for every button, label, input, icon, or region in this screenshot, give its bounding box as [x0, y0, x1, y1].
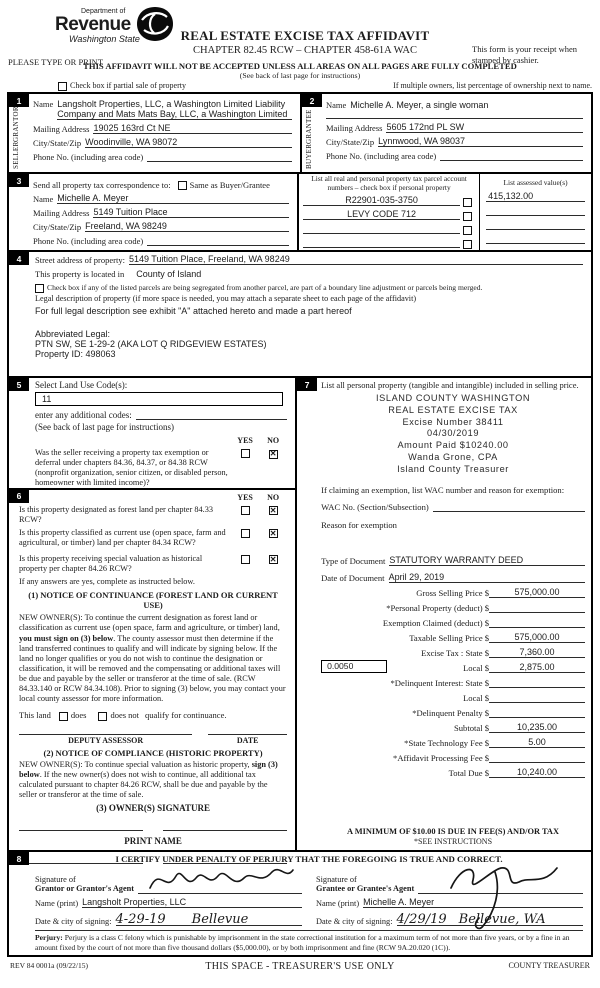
grantee-city-handwriting: Bellevue, WA [458, 912, 546, 927]
same-as-buyer-checkbox[interactable] [178, 181, 187, 190]
does-label: does [70, 710, 87, 721]
grantee-date-city-field[interactable] [396, 912, 583, 927]
gross-price-field[interactable]: 575,000.00 [489, 587, 585, 598]
stamp-excise-number: Excise Number 38411 [402, 416, 504, 427]
yes-column-header: YES [237, 436, 253, 445]
section-7-number: 7 [297, 378, 317, 391]
form-title: REAL ESTATE EXCISE TAX AFFIDAVIT [180, 28, 430, 43]
notice-continuance-text [19, 613, 287, 704]
parcel-row [303, 195, 475, 206]
affidavit-fee-label: *Affidavit Processing Fee $ [393, 753, 490, 764]
grantor-signature-label [35, 875, 134, 894]
corr-csz-field[interactable]: Freeland, WA 98249 [85, 221, 289, 232]
notice2-bold: sign (3) below [19, 759, 278, 779]
multiple-owners-note: If multiple owners, list percentage of ownership next to name. [393, 81, 592, 90]
seller-phone-field[interactable] [147, 161, 292, 162]
affidavit-fee-field[interactable] [489, 752, 585, 763]
segregated-checkbox[interactable] [35, 284, 44, 293]
assessed-value-field[interactable] [486, 219, 585, 230]
buyer-phone-label: Phone No. (including area code) [326, 151, 437, 161]
print-name-label: PRINT NAME [124, 836, 182, 847]
buyer-name-label: Name [326, 100, 347, 110]
no-column-header: NO [267, 492, 280, 502]
corr-csz-label: City/State/Zip [33, 222, 82, 232]
parcel-number-field[interactable] [303, 237, 460, 248]
reason-exemption-label: Reason for exemption [321, 520, 397, 531]
see-back-instructions: (See back of last page for instructions) [35, 422, 174, 432]
buyer-name-field[interactable]: Michelle A. Meyer, a single woman [350, 100, 489, 110]
receipt-note-line2: when stamped by cashier. [472, 44, 578, 65]
located-in-label: This property is located in [35, 269, 125, 279]
if-any-yes-note: If any answers are yes, complete as instructed below. [19, 576, 195, 586]
seller-csz-label: City/State/Zip [33, 138, 82, 148]
state-tech-fee-label: *State Technology Fee $ [404, 738, 490, 749]
segregated-label: Check box if any of the listed parcels are being segregated from another parcel, are part of a boundary line adjustment or parcels being merged. [47, 283, 483, 292]
assessed-values-header: List assessed value(s) [503, 178, 568, 187]
personal-property-deduct-field[interactable] [489, 602, 585, 613]
additional-codes-field[interactable] [136, 419, 287, 420]
notice-continuance-title: (1) NOTICE OF CONTINUANCE (FOREST LAND OR CURRENT USE) [28, 589, 278, 610]
exemption-claimed-field[interactable] [489, 617, 585, 628]
excise-local-label: Local $ [463, 663, 490, 674]
section-4-number: 4 [9, 252, 29, 265]
does-not-label: does not [110, 710, 140, 721]
notice1-pre: NEW OWNER(S): To continue the current designation as forest land or classification as current use (open space, farm and agriculture, or timber) land, [19, 613, 280, 633]
total-due-label: Total Due $ [448, 768, 490, 779]
claiming-exemption-label: If claiming an exemption, list WAC number and reason for exemption: [321, 485, 565, 496]
grantee-name-print-field[interactable]: Michelle A. Meyer [363, 897, 583, 908]
buyer-name-blank-line[interactable] [326, 110, 583, 119]
qualify-label: qualify for continuance. [145, 710, 227, 721]
forest-no-checkbox[interactable] [269, 506, 278, 515]
stamp-tax-line: REAL ESTATE EXCISE TAX [388, 404, 518, 415]
street-address-label: Street address of property: [35, 255, 125, 265]
grantor-date-city-label: Date & city of signing: [35, 917, 112, 927]
stamp-date: 04/30/2019 [427, 428, 480, 439]
minimum-fee-note: A MINIMUM OF $10.00 IS DUE IN FEE(S) AND/OR TAX [347, 827, 560, 836]
local-rate-field[interactable]: 0.0050 [321, 660, 387, 673]
yes-column-header: YES [237, 492, 253, 502]
seller-mailing-label: Mailing Address [33, 124, 90, 134]
exemption-yes-checkbox[interactable] [241, 449, 250, 458]
seller-side-word: SELLER [12, 141, 20, 169]
partial-sale-checkbox[interactable] [58, 82, 67, 91]
see-back-note: (See back of last page for instructions) [239, 71, 361, 80]
corr-phone-label: Phone No. (including area code) [33, 236, 144, 246]
parcel-number-field[interactable] [303, 223, 460, 234]
does-not-checkbox[interactable] [98, 712, 107, 721]
parcel-number-field[interactable]: R22901-035-3750 [303, 195, 460, 206]
located-in-field[interactable]: County of Island [136, 269, 202, 279]
selling-price-section [297, 378, 591, 850]
excise-local-field[interactable]: 2,875.00 [489, 662, 585, 673]
historic-yes-checkbox[interactable] [241, 555, 250, 564]
certify-statement: I CERTIFY UNDER PENALTY OF PERJURY THAT THE FOREGOING IS TRUE AND CORRECT. [115, 854, 503, 864]
land-use-label: Select Land Use Code(s): [35, 380, 128, 390]
historic-no-checkbox[interactable] [269, 555, 278, 564]
owners-signature-title: (3) OWNER(S) SIGNATURE [96, 803, 210, 814]
perjury-label: Perjury: [35, 933, 63, 943]
delinquent-interest-local-label: Local $ [463, 693, 490, 704]
grantee-sig-line1: Signature of [316, 874, 357, 884]
dor-state-line: Washington State [69, 34, 140, 45]
treasurer-stamp [376, 393, 530, 477]
grantee-signature-label [316, 875, 414, 894]
grantee-name-print-label: Name (print) [316, 899, 360, 908]
partial-sale-label: Check box if partial sale of property [70, 81, 186, 90]
certification-section [9, 850, 591, 955]
grantee-sig-line2: Grantee or Grantee's Agent [316, 884, 415, 894]
current-use-yes-checkbox[interactable] [241, 529, 250, 538]
land-classification-section [9, 490, 295, 870]
grantor-name-print-label: Name (print) [35, 899, 79, 908]
delinquent-interest-local-field[interactable] [489, 692, 585, 703]
gross-price-label: Gross Selling Price $ [416, 588, 490, 599]
form-footer [0, 957, 600, 972]
abbreviated-legal-label: Abbreviated Legal: [35, 329, 111, 340]
grantee-date-city-label: Date & city of signing: [316, 917, 393, 927]
seller-mailing-field[interactable]: 19025 163rd Ct NE [93, 123, 292, 134]
grantor-side-word: GRANTOR [12, 105, 20, 142]
dor-revenue-line: Revenue [55, 14, 131, 36]
seller-name-line1[interactable]: Langsholt Properties, LLC, a Washington Limited Liability [57, 99, 286, 109]
receipt-note-line1: This form is your receipt [472, 44, 557, 54]
receipt-note [472, 44, 592, 65]
grantor-signature-field[interactable] [138, 893, 302, 894]
exemption-no-checkbox[interactable] [269, 450, 278, 459]
parcel-row [303, 223, 475, 234]
assessor-date-label: DATE [236, 736, 259, 746]
notice1-bold: you must sign on (3) below [19, 633, 114, 643]
taxable-price-field[interactable]: 575,000.00 [489, 632, 585, 643]
stamp-amount-paid: Amount Paid $10240.00 [397, 440, 509, 451]
see-instructions-note: *SEE INSTRUCTIONS [414, 837, 493, 846]
grantor-city-handwriting: Bellevue [191, 912, 249, 927]
exemption-question: Was the seller receiving a property tax exemption or deferral under chapters 84.36, 84.37, or 84.38 RCW (nonprofit organization, senior citizen, or disabled person, homeowner with limited income)? [35, 448, 228, 487]
form-subtitle: CHAPTER 82.45 RCW – CHAPTER 458-61A WAC [193, 45, 417, 56]
perjury-notice [35, 930, 583, 954]
owner-signature-line-1[interactable] [19, 830, 143, 831]
land-use-code-field[interactable]: 11 [35, 392, 283, 406]
type-of-document-label: Type of Document [321, 556, 386, 567]
legal-description-label: Legal description of property (if more space is needed, you may attach a separate sheet to each page of the affidavit) [35, 294, 417, 304]
street-address-field[interactable]: 5149 Tuition Place, Freeland, WA 98249 [129, 254, 583, 265]
delinquent-interest-state-field[interactable] [489, 677, 585, 688]
treasurer-space-label: THIS SPACE - TREASURER'S USE ONLY [205, 960, 395, 972]
grantor-sig-line1: Signature of [35, 874, 76, 884]
grantor-date-city-field[interactable] [115, 912, 302, 927]
same-as-buyer-label: Same as Buyer/Grantee [189, 179, 270, 190]
parcel-row [303, 209, 475, 220]
buyer-phone-field[interactable] [440, 160, 583, 161]
stamp-treasurer-name: Wanda Grone, CPA [408, 452, 498, 463]
delinquent-interest-state-label: *Delinquent Interest: State $ [390, 678, 490, 689]
assessed-value-field[interactable] [486, 233, 585, 244]
assessed-value-field[interactable]: 415,132.00 [486, 191, 585, 202]
form-revision-number: REV 84 0001a (09/22/15) [10, 960, 88, 970]
personal-property-checkbox[interactable] [463, 240, 472, 249]
dor-logo-text [55, 8, 140, 45]
section-8-number: 8 [9, 852, 29, 865]
total-due-field[interactable]: 10,240.00 [489, 767, 585, 778]
personal-property-deduct-label: *Personal Property (deduct) $ [386, 603, 490, 614]
personal-property-checkbox[interactable] [463, 212, 472, 221]
buyer-grantee-side-label [305, 109, 313, 169]
buyer-grantee-section [300, 94, 591, 172]
grantor-signature-block [35, 866, 302, 926]
notice2-pre: NEW OWNER(S): To continue special valuation as historic property, [19, 759, 252, 769]
seller-csz-field[interactable]: Woodinville, WA 98072 [85, 137, 292, 148]
date-of-document-field[interactable]: April 29, 2019 [389, 572, 585, 583]
corr-mailing-label: Mailing Address [33, 208, 90, 218]
forest-land-question: Is this property designated as forest land per chapter 84.33 RCW? [19, 504, 213, 524]
wac-number-label: WAC No. (Section/Subsection) [321, 502, 429, 513]
section-1-number: 1 [9, 94, 29, 107]
notice2-post: . If the new owner(s) does not wish to continue, all additional tax calculated pursuant to chapter 84.26 RCW, shall be due and payable by the seller or transferor at the time of sale. [19, 769, 268, 800]
perjury-text: Perjury is a class C felony which is punishable by imprisonment in the state correctional institution for a maximum term of not more than five years, or by a fine in an amount fixed by the court of not more than five thousand dollars ($5,000.00), or by both imprisonment and fine (RCW 9A.20.020 (1C)). [35, 933, 570, 952]
type-or-print-label: PLEASE TYPE OR PRINT [8, 57, 104, 67]
form-body [7, 92, 593, 957]
corr-phone-field[interactable] [147, 245, 289, 246]
does-checkbox[interactable] [59, 712, 68, 721]
this-land-label: This land [19, 710, 51, 721]
no-column-header: NO [267, 436, 280, 445]
deputy-assessor-label: DEPUTY ASSESSOR [68, 736, 144, 746]
delinquent-penalty-field[interactable] [489, 707, 585, 718]
personal-property-checkbox[interactable] [463, 198, 472, 207]
stamp-treasurer-title: Island County Treasurer [397, 464, 509, 475]
seller-phone-label: Phone No. (including area code) [33, 152, 144, 162]
additional-codes-label: enter any additional codes: [35, 410, 132, 420]
grantor-name-print-field[interactable]: Langsholt Properties, LLC [82, 897, 302, 908]
wac-number-field[interactable] [433, 511, 585, 512]
excise-state-field[interactable]: 7,360.00 [489, 647, 585, 658]
section-6-number: 6 [9, 490, 29, 503]
corr-name-label: Name [33, 194, 54, 204]
send-correspondence-label: Send all property tax correspondence to: [33, 179, 171, 190]
dor-dept-line: Department of [81, 8, 126, 15]
grantor-date-handwriting: 4-29-19 [115, 912, 166, 927]
seller-grantor-side-label [12, 105, 20, 169]
forest-yes-checkbox[interactable] [241, 506, 250, 515]
corr-mailing-field[interactable]: 5149 Tuition Place [93, 207, 289, 218]
seller-grantor-section [9, 94, 300, 172]
historic-question: Is this property receiving special valuation as historical property per chapter 84.26 RCW? [19, 553, 203, 573]
grantee-signature-field[interactable] [418, 893, 583, 894]
tax-correspondence-section [9, 174, 297, 250]
type-of-document-field[interactable]: STATUTORY WARRANTY DEED [389, 555, 585, 566]
subtotal-field[interactable]: 10,235.00 [489, 722, 585, 733]
section-2-number: 2 [302, 94, 322, 107]
buyer-side-word: BUYER [305, 143, 313, 169]
parcel-numbers-section [297, 174, 591, 250]
buyer-mailing-label: Mailing Address [326, 123, 383, 133]
grantee-side-word: GRANTEE [305, 109, 313, 144]
delinquent-penalty-label: *Delinquent Penalty $ [412, 708, 490, 719]
buyer-csz-field[interactable]: Lynnwood, WA 98037 [378, 136, 583, 147]
exemption-claimed-label: Exemption Claimed (deduct) $ [382, 618, 490, 629]
buyer-mailing-field[interactable]: 5605 172nd PL SW [386, 122, 583, 133]
stamp-county-line: ISLAND COUNTY WASHINGTON [375, 392, 531, 403]
notice1-post: . The county assessor must then determine if the land transferred continues to qualify and will indicate by signing below. If the land no longer qualifies or you do not wish to continue the designation or classification, it will be removed and the compensating or additional taxes will be due and payable by the seller or transferor at the time of sale. (RCW 84.33.140 or RCW 84.34.108). Prior to signing (3) below, you may contact your local county assessor for more information. [19, 633, 286, 704]
legal-description-field[interactable]: For full legal description see exhibit "A" attached hereto and made a part hereof [35, 306, 352, 317]
grantee-date-handwriting: 4/29/19 [396, 912, 447, 927]
section-3-number: 3 [9, 174, 29, 187]
buyer-csz-label: City/State/Zip [326, 137, 375, 147]
land-use-section [9, 378, 295, 490]
section-5-number: 5 [9, 378, 29, 391]
date-of-document-label: Date of Document [321, 573, 385, 584]
state-tech-fee-field[interactable]: 5.00 [489, 737, 585, 748]
seller-name-label: Name [33, 99, 54, 109]
grantee-signature-block [316, 866, 583, 926]
grantor-sig-line2: Grantor or Grantor's Agent [35, 884, 135, 894]
property-id-field[interactable]: Property ID: 498063 [35, 349, 116, 360]
excise-state-label: Excise Tax : State $ [421, 648, 490, 659]
seller-name-line2[interactable]: Company and Mats Mats Bay, LLC, a Washington Limited [57, 109, 292, 120]
grantor-signature-scribble [146, 864, 296, 896]
notice-compliance-text [19, 760, 287, 800]
property-address-section [9, 252, 591, 378]
personal-property-intro: List all personal property (tangible and intangible) included in selling price. [321, 380, 579, 390]
completion-warning: THIS AFFIDAVIT WILL NOT BE ACCEPTED UNLESS ALL AREAS ON ALL PAGES ARE FULLY COMPLETED [83, 61, 517, 71]
corr-name-field[interactable]: Michelle A. Meyer [57, 193, 289, 204]
notice-compliance-title: (2) NOTICE OF COMPLIANCE (HISTORIC PROPERTY) [43, 748, 263, 759]
subtotal-label: Subtotal $ [453, 723, 490, 734]
current-use-no-checkbox[interactable] [269, 529, 278, 538]
parcel-numbers-header: List all real and personal property tax parcel account numbers – check box if personal property [311, 174, 467, 192]
parcel-row [303, 237, 475, 248]
abbreviated-legal-field[interactable]: PTN SW, SE 1-29-2 (AKA LOT Q RIDGEVIEW ESTATES) [35, 339, 267, 350]
owner-signature-line-2[interactable] [163, 830, 287, 831]
county-treasurer-label: COUNTY TREASURER [508, 960, 590, 970]
current-use-question: Is this property classified as current use (open space, farm and agricultural, or timber) land per chapter 84.34 RCW? [19, 527, 226, 547]
assessed-value-field[interactable] [486, 205, 585, 216]
parcel-number-field[interactable]: LEVY CODE 712 [303, 209, 460, 220]
personal-property-checkbox[interactable] [463, 226, 472, 235]
taxable-price-label: Taxable Selling Price $ [409, 633, 490, 644]
